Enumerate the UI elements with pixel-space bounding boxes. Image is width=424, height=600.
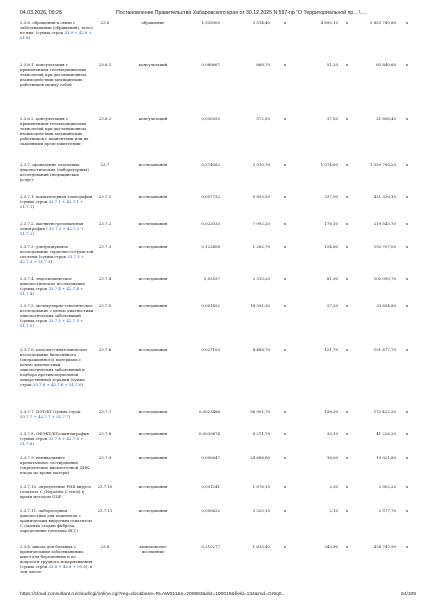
row-code: 23.6.1 — [98, 62, 112, 67]
row-per-capita: 154,60 — [324, 244, 338, 249]
row-cost: 3 514,40 — [252, 20, 270, 25]
row-name — [20, 484, 94, 499]
row-name-link[interactable]: 33.9 + 42.8 + 51.8 — [20, 30, 92, 40]
row-cost: 3 910,70 — [252, 162, 270, 167]
row-x: x — [345, 221, 349, 226]
row-normative: 0,122408 — [201, 244, 220, 249]
row-per-capita: 121,70 — [324, 347, 338, 352]
row-unit: консультаций — [138, 62, 168, 67]
row-code: 23.7.3 — [98, 244, 112, 249]
row-unit: исследования — [138, 303, 168, 308]
row-code: 23.8 — [100, 544, 110, 549]
row-name-link[interactable]: 33.7.3 + 42.7.3 + 51.7.3 — [20, 254, 85, 264]
row-x: x — [405, 276, 409, 281]
row-x: x — [405, 455, 409, 460]
row-total: 41 226,20 — [376, 431, 396, 436]
row-total: 151 677,70 — [373, 347, 396, 352]
row-name — [20, 162, 94, 182]
row-normative: 0,0039874 — [198, 431, 220, 436]
row-name-link[interactable]: 33.7.6 + 42.7.6 + 51.7.6 — [32, 382, 82, 387]
row-name-link[interactable]: 33.7.5 + 42.7.5 + 51.7.5 — [20, 318, 84, 328]
row-x: x — [405, 116, 409, 121]
row-cost: 1 262,70 — [252, 244, 270, 249]
row-name-suffix: ) — [32, 323, 34, 328]
row-x: x — [405, 162, 409, 167]
row-x: x — [405, 194, 409, 199]
row-code: 23.7.1 — [98, 194, 112, 199]
row-per-capita: 4 695,10 — [320, 20, 338, 25]
row-x: x — [345, 455, 349, 460]
row-name — [20, 431, 94, 446]
row-x: x — [345, 162, 349, 167]
row-code: 23.6 — [100, 20, 110, 25]
row-x: x — [405, 431, 409, 436]
row-total: 33 854,80 — [376, 303, 396, 308]
row-normative: 0,030555 — [201, 116, 220, 121]
row-total: 19 921,80 — [376, 455, 396, 460]
row-per-capita: 138,30 — [324, 409, 338, 414]
row-name-text: 2.3.7.6. патолого-анатомическое исследование биопсийного (операционного) материала с целью диагностики онкологических заболеваний и подбора противоопухолевой лекарственной терапии (сумма строк — [20, 347, 88, 387]
row-unit: консультаций — [138, 116, 168, 121]
row-x: x — [283, 409, 287, 414]
row-x: x — [283, 347, 287, 352]
row-name-text: 2.3.6.1. консультация с применением телемедицинских технологий при дистанционном взаимодействии медицинских работников между собой — [20, 62, 87, 87]
row-name-text: 2.3.7.9. неинвазивное пренатальное тестирование (определение внеклеточной ДНК плода по крови матери) — [20, 455, 90, 475]
row-cost: 572,50 — [256, 116, 270, 121]
row-cost: 24 688,60 — [250, 455, 270, 460]
row-name-suffix: ) — [32, 231, 34, 236]
row-x: x — [283, 508, 287, 513]
footer-url[interactable]: https://cloud.consultant.ru/cloud/cgi/online.cgi?req=doc&base=RLAW011&n=200883&dst=100019&field=134&rnd=Gr9q0... — [20, 592, 286, 597]
row-name — [20, 116, 94, 146]
row-x: x — [283, 431, 287, 436]
row-per-capita: 176,10 — [324, 221, 338, 226]
page-header — [20, 4, 416, 14]
row-name — [20, 62, 94, 87]
row-normative: 0,210277 — [201, 544, 220, 549]
row-x: x — [345, 484, 349, 489]
row-x: x — [345, 194, 349, 199]
row-normative: 0,0023486 — [198, 409, 220, 414]
row-name-link[interactable]: 33.7.8 + 42.7.8 + 51.7.8 — [20, 436, 84, 446]
row-name — [20, 303, 94, 328]
row-unit: исследования — [138, 455, 168, 460]
row-total: 63 840,60 — [376, 62, 396, 67]
row-x: x — [283, 116, 287, 121]
row-x: x — [283, 484, 287, 489]
row-name-text: 2.3.7.5. молекулярно-генетическое исследование с целью диагностики онкологических заболеваний (сумма строк — [20, 303, 94, 323]
row-x: x — [283, 244, 287, 249]
row-per-capita: 27,20 — [326, 303, 338, 308]
row-name — [20, 544, 94, 574]
row-per-capita: 2,30 — [329, 484, 338, 489]
row-x: x — [345, 62, 349, 67]
row-name — [20, 221, 94, 236]
row-code: 23.7.6 — [98, 347, 112, 352]
row-cost: 668,70 — [256, 62, 270, 67]
row-unit: исследования — [138, 162, 168, 167]
row-name-text: 2.3.7. проведение отдельных диагностических (лабораторных) исследований (медицинских услуг): — [20, 162, 89, 182]
row-total: 219 543,70 — [373, 221, 396, 226]
row-x: x — [283, 276, 287, 281]
page-number: 64/109 — [401, 592, 416, 597]
row-x: x — [345, 20, 349, 25]
row-name-suffix: ) — [32, 441, 34, 446]
row-code: 23.7.7 — [98, 409, 112, 414]
row-name-text: 2.3.6.2. консультация с применением телемедицинских технологий при дистанционном взаимодействии медицинских работников с пациентами или их законными представителями — [20, 116, 89, 146]
row-cost: 7 992,20 — [252, 221, 270, 226]
row-per-capita: 81,90 — [326, 276, 338, 281]
row-per-capita: 51,20 — [326, 62, 338, 67]
row-unit: комплексное посещение — [139, 544, 167, 554]
row-unit: исследования — [138, 244, 168, 249]
row-name-suffix: ) — [28, 35, 31, 40]
row-per-capita: 2,10 — [329, 508, 338, 513]
row-unit: обращение — [141, 20, 165, 25]
row-name-link[interactable]: 33.7.4 + 42.7.4 + 51.7.4 — [20, 286, 84, 296]
row-total: 172 422,20 — [373, 409, 396, 414]
row-name — [20, 244, 94, 264]
row-per-capita: 33,10 — [326, 431, 338, 436]
row-x: x — [345, 431, 349, 436]
row-total: 5 853 749,80 — [370, 20, 396, 25]
row-normative: 0,057732 — [201, 194, 220, 199]
row-code: 23.6.2 — [98, 116, 112, 121]
row-x: x — [405, 221, 409, 226]
row-cost: 18 391,30 — [250, 303, 270, 308]
row-unit: исследования — [138, 194, 168, 199]
row-cost: 4 488,70 — [252, 347, 270, 352]
row-x: x — [405, 20, 409, 25]
row-cost: 58 901,70 — [250, 409, 270, 414]
row-x: x — [283, 62, 287, 67]
row-x: x — [345, 347, 349, 352]
row-unit: исследования — [138, 347, 168, 352]
row-unit: исследования — [138, 276, 168, 281]
row-per-capita: 337,90 — [324, 194, 338, 199]
row-name-text: 2.3.8. школа для больных с хроническими заболеваниями, школ для беременных и по вопросам грудного вскармливания (сумма строк — [20, 544, 93, 569]
row-cost: 8 271,70 — [252, 431, 270, 436]
row-x: x — [405, 62, 409, 67]
row-code: 23.7.5 — [98, 303, 112, 308]
row-cost: 5 853,50 — [252, 194, 270, 199]
row-unit: исследования — [138, 409, 168, 414]
row-x: x — [345, 544, 349, 549]
row-name-link[interactable]: 33.8 + 42.8 + 51.8 — [48, 564, 86, 569]
row-total: 102 095,70 — [373, 276, 396, 281]
row-name — [20, 508, 94, 533]
row-name — [20, 276, 94, 296]
row-name-link[interactable]: 33.7.1 + 42.7.1 + 51.7.1 — [20, 199, 84, 209]
row-x: x — [283, 221, 287, 226]
row-unit: исследования — [138, 484, 168, 489]
row-x: x — [405, 347, 409, 352]
row-name-text: 2.3.7.3. ультразвуковое исследование сердечно-сосудистой системы (сумма строк — [20, 244, 94, 259]
row-code: 23.7.11 — [97, 508, 113, 513]
row-name — [20, 20, 94, 40]
row-total: 2 902,20 — [378, 484, 396, 489]
row-per-capita: 16,00 — [326, 455, 338, 460]
row-total: 1 339 790,20 — [370, 162, 396, 167]
row-x: x — [345, 244, 349, 249]
row-name-text: 2.3.7.8. ОФЭКТ/КТ/сцинтиграфия (сумма строк — [20, 431, 89, 441]
row-x: x — [283, 455, 287, 460]
row-per-capita: 343,90 — [324, 544, 338, 549]
row-x: x — [283, 162, 287, 167]
row-total: 21 806,40 — [376, 116, 396, 121]
row-code: 23.7.9 — [98, 455, 112, 460]
row-normative: 0,274082 — [201, 162, 220, 167]
row-code: 23.7.10 — [97, 484, 113, 489]
row-x: x — [405, 484, 409, 489]
row-cost: 2 315,20 — [252, 276, 270, 281]
row-code: 23.7.2 — [98, 221, 112, 226]
row-unit: исследования — [138, 221, 168, 226]
row-normative: 0,001241 — [201, 484, 220, 489]
row-total: 2 577,70 — [378, 508, 396, 513]
row-x: x — [345, 409, 349, 414]
row-per-capita: 1 074,60 — [320, 162, 338, 167]
row-code: 23.7.8 — [98, 431, 112, 436]
row-total: 421 329,10 — [373, 194, 396, 199]
row-normative: 0,03537 — [203, 276, 220, 281]
row-name-text: 2.3.7.11. лабораторная диагностика для пациентов с хроническим вирусным гепатитом С (оценка стадии фиброза, определение генотипа ВГС) — [20, 508, 92, 533]
row-name — [20, 347, 94, 387]
row-name-suffix: ) — [81, 382, 83, 387]
row-x: x — [283, 194, 287, 199]
row-name — [20, 409, 94, 419]
header-title: Постановление Правительства Хабаровского края от 30.12.2025 N 597-пр "О Территориальной пр... \ ... — [116, 10, 367, 16]
row-x: x — [405, 244, 409, 249]
row-normative: 0,027103 — [201, 347, 220, 352]
row-code: 23.7.4 — [98, 276, 112, 281]
row-normative: 1,335000 — [201, 20, 220, 25]
row-unit: исследования — [138, 431, 168, 436]
row-name-text: 2.3.7.7. ПЭТ/КТ (сумма строк — [20, 409, 81, 414]
row-x: x — [405, 544, 409, 549]
row-x: x — [405, 303, 409, 308]
row-x: x — [345, 276, 349, 281]
header-datetime: 04.03.2026, 09:25 — [20, 10, 62, 16]
row-code: 23.7 — [100, 162, 110, 167]
row-cost: 1 635,40 — [252, 544, 270, 549]
row-x: x — [283, 20, 287, 25]
row-name — [20, 455, 94, 475]
row-cost: 3 320,10 — [252, 508, 270, 513]
row-name-link[interactable]: 33.7.2 + 42.7.2 + 51.7.2 — [20, 226, 84, 236]
row-x: x — [283, 544, 287, 549]
row-total: 428 747,90 — [373, 544, 396, 549]
row-normative: 0,001492 — [201, 303, 220, 308]
row-name-suffix: ) — [32, 291, 34, 296]
row-name-text: 2.3.6. обращений в связи с заболеваниями (обращений), всего, из них: (сумма строк — [20, 20, 94, 35]
row-name-suffix: ) — [50, 259, 53, 264]
row-cost: 1 876,10 — [252, 484, 270, 489]
row-name-suffix: ) — [32, 204, 34, 209]
row-total: 192 707,00 — [373, 244, 396, 249]
row-normative: 0,022033 — [201, 221, 220, 226]
row-x: x — [345, 303, 349, 308]
row-name-suffix: ) — [68, 414, 71, 419]
row-normative: 0,080667 — [201, 62, 220, 67]
row-normative: 0,000647 — [201, 455, 220, 460]
row-name-link[interactable]: 33.7.7 + 42.7.7 + 51.7.7 — [20, 414, 69, 419]
row-x: x — [345, 116, 349, 121]
row-name-suffix: ), в том числе: — [20, 564, 93, 574]
row-unit: исследования — [138, 508, 168, 513]
row-name-text: 2.3.7.4. эндоскопическое диагностическое исследование (сумма строк — [20, 276, 86, 291]
row-name-text: 2.3.7.1. компьютерная томография (сумма строк — [20, 194, 93, 204]
row-x: x — [405, 409, 409, 414]
row-name-text: 2.3.7.10. определение РНК вируса гепатита С (Hepatitis C virus) в крови методом ПЦР — [20, 484, 91, 499]
row-x: x — [283, 303, 287, 308]
row-normative: 0,000622 — [201, 508, 220, 513]
row-name-text: 2.3.7.2. магнитно-резонансная томография ( — [20, 221, 84, 231]
row-x: x — [345, 508, 349, 513]
row-per-capita: 17,50 — [326, 116, 338, 121]
row-name — [20, 194, 94, 209]
row-x: x — [405, 508, 409, 513]
